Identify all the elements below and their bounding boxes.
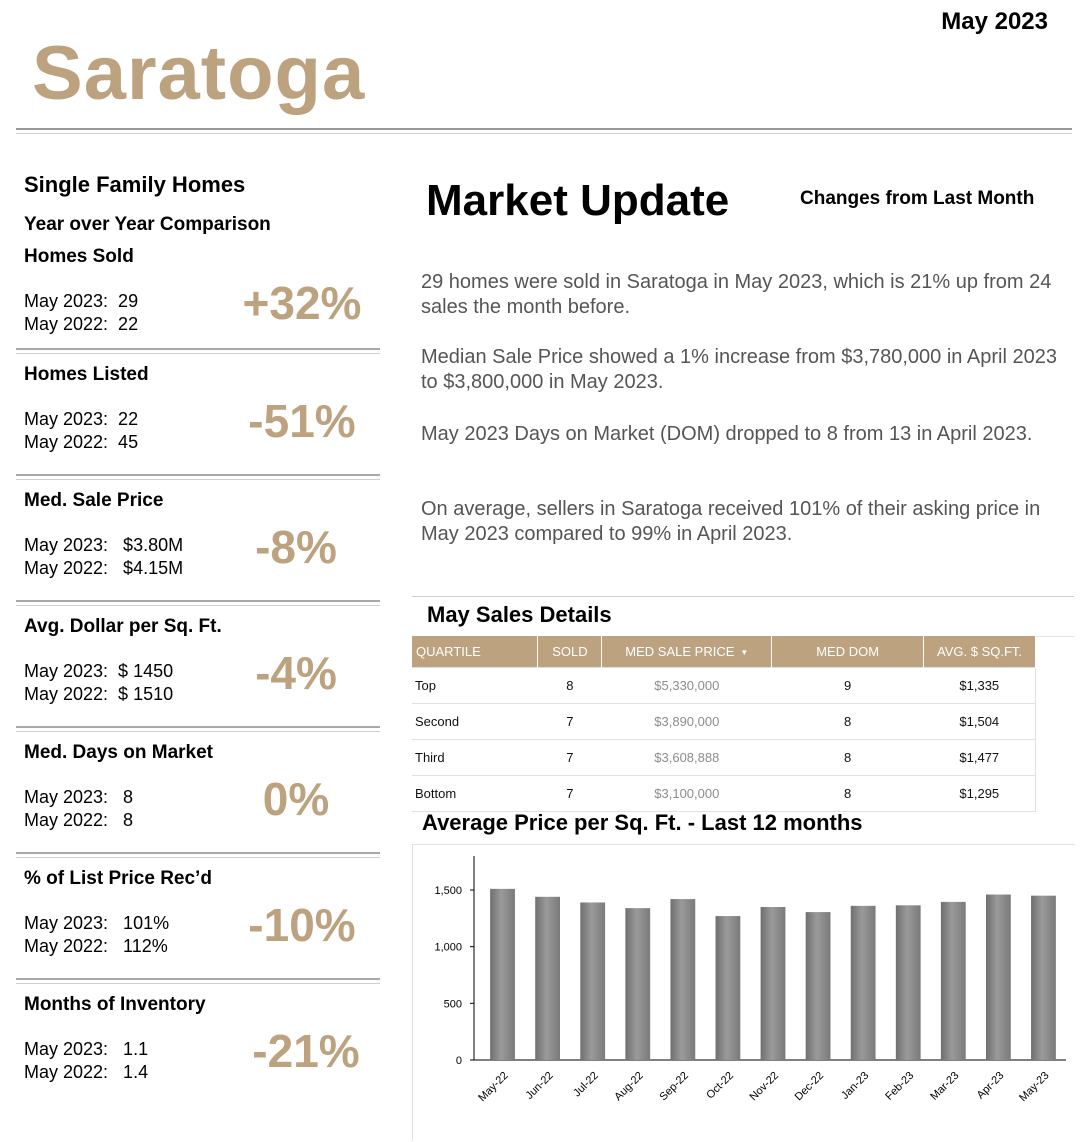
metric-value-previous: May 2022: $ 1510 <box>24 684 174 704</box>
price-per-sqft-bar-chart <box>412 844 1074 1140</box>
metric-change: -8% <box>255 521 337 573</box>
metric-med-days-on-market <box>16 732 380 858</box>
bar <box>896 905 921 1060</box>
metric-values <box>24 786 133 832</box>
metric-name: Months of Inventory <box>24 994 206 1015</box>
metric-list-price-received <box>16 858 380 984</box>
y-tick-label: 500 <box>443 998 462 1011</box>
metric-value-current: May 2023: 29 <box>24 291 139 311</box>
metric-homes-listed <box>16 354 380 480</box>
metric-change: -51% <box>248 395 356 447</box>
metric-value-current: May 2023: $ 1450 <box>24 661 174 681</box>
y-tick-label: 1,500 <box>434 885 462 897</box>
header-divider <box>16 128 1072 134</box>
metric-name: Homes Listed <box>24 364 149 385</box>
bar <box>670 899 695 1060</box>
x-tick-label: Mar-23 <box>928 1069 962 1103</box>
metric-change: -21% <box>252 1025 360 1077</box>
x-tick-label: Oct-22 <box>704 1069 737 1102</box>
column-header-med-sale-price[interactable] <box>602 636 772 668</box>
sales-details-table <box>412 636 1036 812</box>
bar <box>806 912 831 1060</box>
market-paragraph: 29 homes were sold in Saratoga in May 2023, which is 21% up from 24 sales the month before. <box>421 271 1052 318</box>
x-tick-label: Nov-22 <box>747 1069 782 1104</box>
cell-med-sale-price: $3,890,000 <box>602 704 772 740</box>
metric-value-current: May 2023: 101% <box>24 913 170 933</box>
x-tick-label: Jun-22 <box>523 1069 556 1102</box>
metric-value-previous: May 2022: 112% <box>24 936 168 956</box>
table-row <box>412 668 1036 704</box>
metric-name: Med. Sale Price <box>24 490 164 511</box>
metric-values <box>24 660 173 706</box>
metric-change: -10% <box>248 899 356 951</box>
cell-avg-sqft: $1,335 <box>924 668 1036 704</box>
column-header-med-dom[interactable]: MED DOM <box>772 636 924 668</box>
cell-quartile: Second <box>412 704 538 740</box>
x-tick-label: Dec-22 <box>792 1069 827 1104</box>
x-tick-label: Jan-23 <box>839 1069 872 1102</box>
x-tick-label: Apr-23 <box>974 1069 1007 1102</box>
metric-change: +32% <box>242 277 362 329</box>
yoy-comparison-panel <box>16 172 380 1104</box>
y-tick-label: 1,000 <box>434 941 462 954</box>
panel-title: Single Family Homes <box>24 172 246 197</box>
metric-value-current: May 2023: 8 <box>24 787 134 807</box>
metric-values <box>24 1038 148 1084</box>
bar <box>1031 896 1056 1060</box>
cell-quartile: Bottom <box>412 776 538 812</box>
metric-avg-dollar-sqft <box>16 606 380 732</box>
panel-subtitle: Year over Year Comparison <box>24 214 271 235</box>
metric-name: % of List Price Rec’d <box>24 868 212 889</box>
bar <box>535 897 560 1060</box>
bar <box>625 908 650 1060</box>
cell-sold: 7 <box>538 776 602 812</box>
metric-months-of-inventory <box>16 984 380 1104</box>
bar <box>941 902 966 1060</box>
metric-homes-sold <box>16 236 380 354</box>
bar <box>490 889 515 1060</box>
market-paragraph: Median Sale Price showed a 1% increase from $3,780,000 in April 2023 to $3,800,000 in May 2023. <box>421 346 1057 393</box>
market-paragraph: On average, sellers in Saratoga received 101% of their asking price in May 2023 compared to 99% in April 2023. <box>421 498 1041 545</box>
column-header-quartile[interactable]: QUARTILE <box>412 636 538 668</box>
bar <box>580 902 605 1060</box>
table-row <box>412 740 1036 776</box>
metric-value-previous: May 2022: 45 <box>24 432 139 452</box>
cell-avg-sqft: $1,295 <box>924 776 1036 812</box>
metric-change: 0% <box>262 773 330 825</box>
report-date: May 2023 <box>941 8 1048 35</box>
metric-values <box>24 534 183 580</box>
metric-values <box>24 408 138 454</box>
cell-sold: 7 <box>538 704 602 740</box>
bar <box>761 907 786 1060</box>
y-tick-label: 0 <box>455 1055 462 1067</box>
cell-quartile: Third <box>412 740 538 776</box>
cell-med-dom: 9 <box>772 668 924 704</box>
x-tick-label: Aug-22 <box>612 1069 646 1104</box>
column-header-avg-sqft[interactable]: AVG. $ SQ.FT. <box>924 636 1036 668</box>
metric-value-current: May 2023: $3.80M <box>24 535 184 555</box>
market-update-title: Market Update <box>426 176 730 225</box>
metric-values <box>24 290 138 336</box>
metric-med-sale-price <box>16 480 380 606</box>
metric-value-current: May 2023: 22 <box>24 409 139 429</box>
metric-name: Avg. Dollar per Sq. Ft. <box>24 616 222 637</box>
cell-avg-sqft: $1,504 <box>924 704 1036 740</box>
x-tick-label: May-23 <box>1017 1069 1052 1105</box>
cell-med-sale-price: $3,608,888 <box>602 740 772 776</box>
metric-value-previous: May 2022: $4.15M <box>24 558 184 578</box>
x-tick-label: Sep-22 <box>657 1069 691 1104</box>
cell-med-dom: 8 <box>772 704 924 740</box>
cell-quartile: Top <box>412 668 538 704</box>
metric-value-previous: May 2022: 22 <box>24 314 139 334</box>
bar <box>986 895 1011 1060</box>
metric-values <box>24 912 169 958</box>
chart-title: Average Price per Sq. Ft. - Last 12 months <box>422 810 863 835</box>
bar <box>716 916 741 1060</box>
metric-name: Homes Sold <box>24 246 134 267</box>
metric-change: -4% <box>255 647 337 699</box>
table-row <box>412 704 1036 740</box>
cell-med-sale-price: $3,100,000 <box>602 776 772 812</box>
cell-med-dom: 8 <box>772 740 924 776</box>
market-paragraph: May 2023 Days on Market (DOM) dropped to 8 from 13 in April 2023. <box>421 423 1033 445</box>
table-header-row <box>412 636 1036 668</box>
x-tick-label: May-22 <box>476 1069 511 1105</box>
x-tick-label: Jul-22 <box>571 1069 601 1100</box>
cell-sold: 7 <box>538 740 602 776</box>
column-header-sold[interactable]: SOLD <box>538 636 602 668</box>
metric-value-current: May 2023: 1.1 <box>24 1039 149 1059</box>
x-tick-label: Feb-23 <box>883 1069 917 1103</box>
sort-caret-icon[interactable]: ▼ <box>740 648 749 658</box>
bar <box>851 906 876 1060</box>
city-title: Saratoga <box>32 31 366 116</box>
metric-name: Med. Days on Market <box>24 742 213 763</box>
sales-details-title: May Sales Details <box>427 602 612 627</box>
changes-label: Changes from Last Month <box>800 188 1035 209</box>
cell-med-sale-price: $5,330,000 <box>602 668 772 704</box>
cell-sold: 8 <box>538 668 602 704</box>
sales-divider-top <box>412 596 1074 597</box>
column-header-label: MED SALE PRICE <box>625 644 735 659</box>
cell-avg-sqft: $1,477 <box>924 740 1036 776</box>
metric-value-previous: May 2022: 8 <box>24 810 134 830</box>
metric-value-previous: May 2022: 1.4 <box>24 1062 149 1082</box>
table-row <box>412 776 1036 812</box>
cell-med-dom: 8 <box>772 776 924 812</box>
